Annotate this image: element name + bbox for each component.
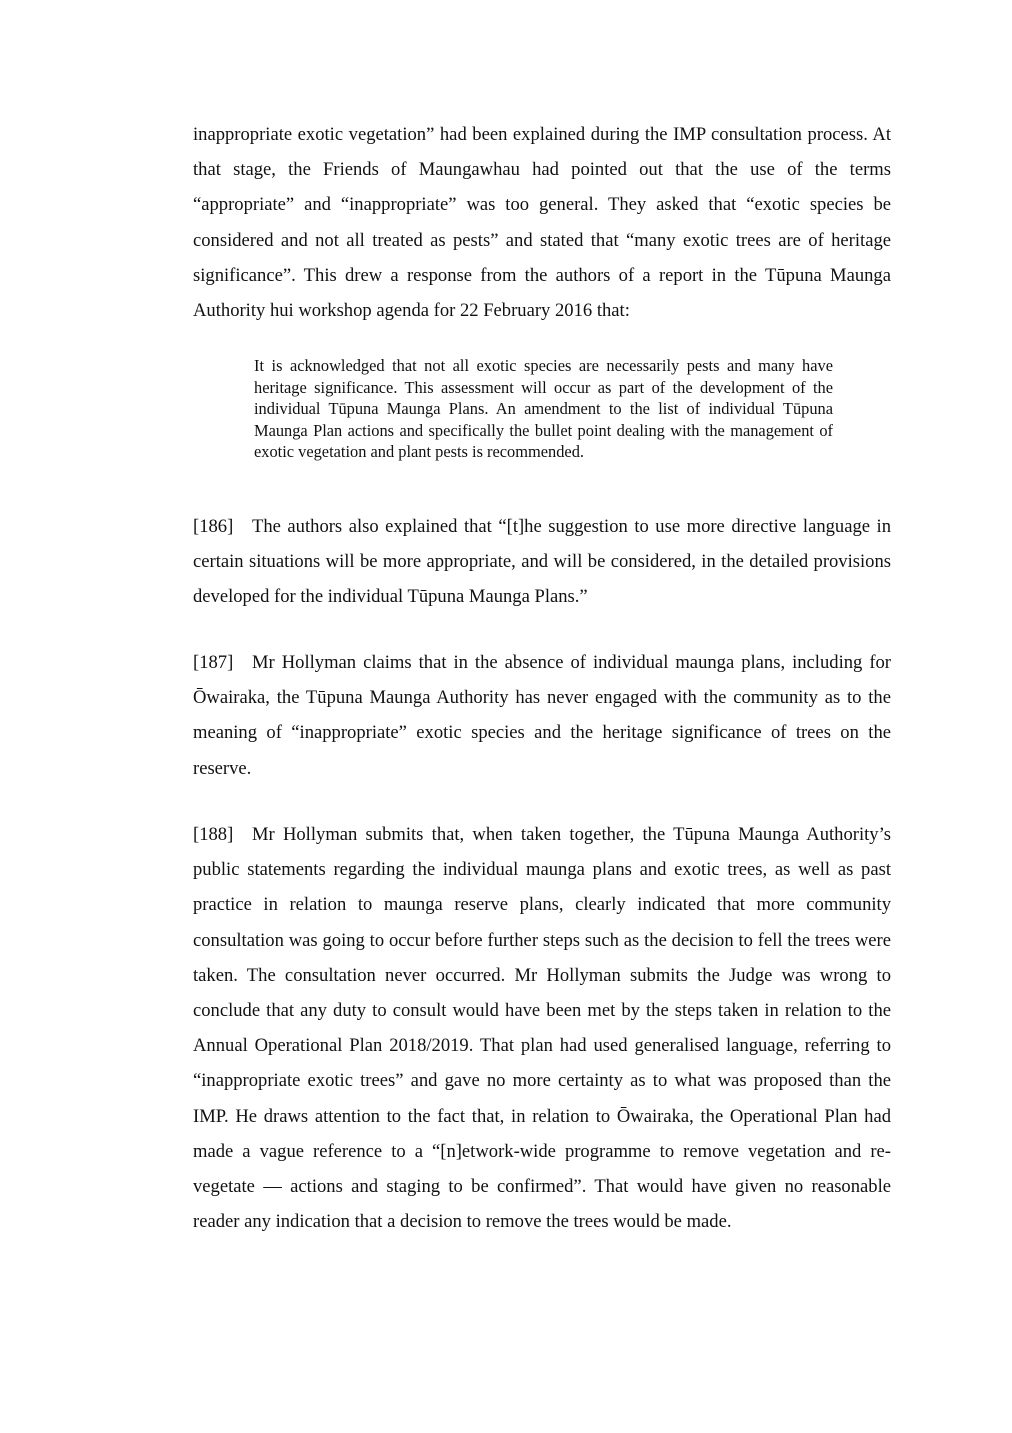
paragraph-number: [187] xyxy=(193,652,234,673)
paragraph-188 xyxy=(193,817,891,1239)
paragraph-text: The authors also explained that “[t]he suggestion to use more directive language in certain situations will be more appropriate, and will be considered, in the detailed provisions developed for the individual Tūpuna Maunga Plans.” xyxy=(193,516,891,608)
paragraph-187 xyxy=(193,645,891,786)
paragraph-number: [188] xyxy=(193,824,234,845)
paragraph-text: Mr Hollyman submits that, when taken together, the Tūpuna Maunga Authority’s public statements regarding the individual maunga plans and exotic trees, as well as past practice in relation to maunga reserve plans, clearly indicated that more community consultation was going to occur before further steps such as the decision to fell the trees were taken. The consultation never occurred. Mr Hollyman submits the Judge was wrong to conclude that any duty to consult would have been met by the steps taken in relation to the Annual Operational Plan 2018/2019. That plan had used generalised language, referring to “inappropriate exotic trees” and gave no more certainty as to what was proposed than the IMP. He draws attention to the fact that, in relation to Ōwairaka, the Operational Plan had made a vague reference to a “[n]etwork-wide programme to remove vegetation and re-vegetate — actions and staging to be confirmed”. That would have given no reasonable reader any indication that a decision to remove the trees would be made. xyxy=(193,824,891,1233)
paragraph-186 xyxy=(193,509,891,615)
paragraph-text: Mr Hollyman claims that in the absence of individual maunga plans, including for Ōwairaka, the Tūpuna Maunga Authority has never engaged with the community as to the meaning of “inappropriate” exotic species and the heritage significance of trees on the reserve. xyxy=(193,652,891,779)
block-quote: It is acknowledged that not all exotic species are necessarily pests and many have heritage significance. This assessment will occur as part of the development of the individual Tūpuna Maunga Plans. An amendment to the list of individual Tūpuna Maunga Plan actions and specifically the bullet point dealing with the management of exotic vegetation and plant pests is recommended. xyxy=(254,356,833,462)
paragraph-number: [186] xyxy=(193,516,234,537)
continued-paragraph: inappropriate exotic vegetation” had been explained during the IMP consultation process. At that stage, the Friends of Maungawhau had pointed out that the use of the terms “appropriate” and “inappropriate” was too general. They asked that “exotic species be considered and not all treated as pests” and stated that “many exotic trees are of heritage significance”. This drew a response from the authors of a report in the Tūpuna Maunga Authority hui workshop agenda for 22 February 2016 that: xyxy=(193,124,891,322)
